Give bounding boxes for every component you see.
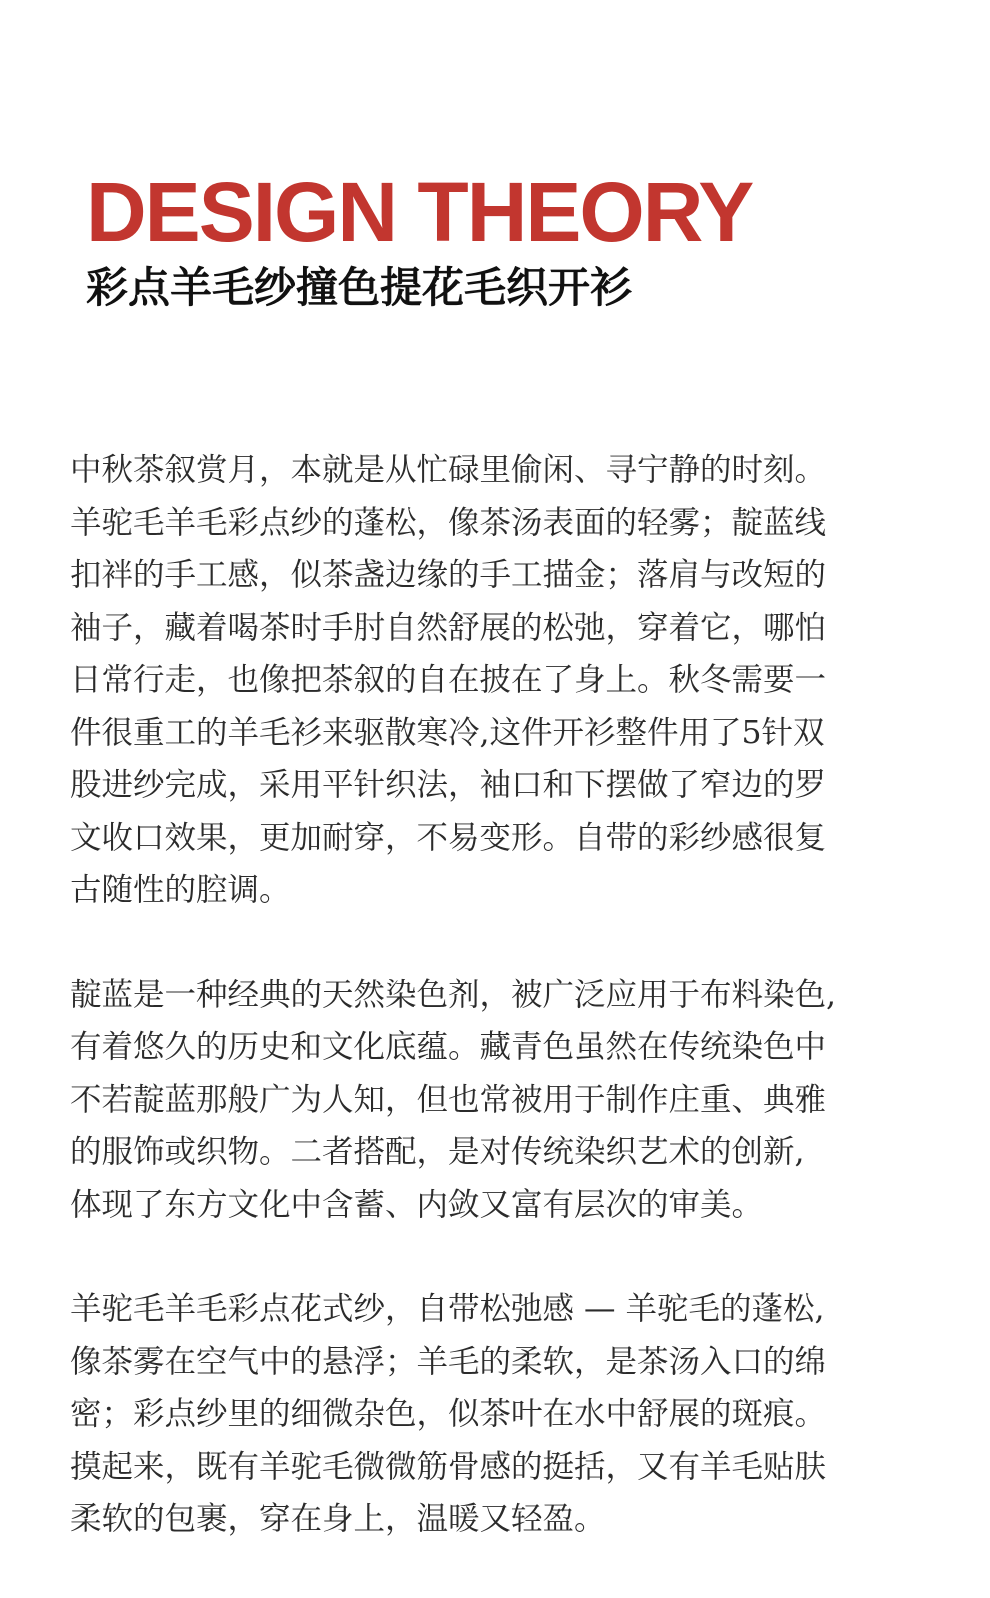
title-chinese: 彩点羊毛纱撞色提花毛织开衫: [86, 263, 633, 312]
text-line: 摸起来，既有羊驼毛微微筋骨感的挺括，又有羊毛贴肤: [70, 1448, 827, 1485]
text-line: 像茶雾在空气中的悬浮；羊毛的柔软，是茶汤入口的绵: [70, 1343, 827, 1380]
text-line: 羊驼毛羊毛彩点花式纱，自带松弛感 — 羊驼毛的蓬松,: [70, 1291, 825, 1327]
description-body: [70, 444, 910, 1598]
text-line: 柔软的包裹，穿在身上，温暖又轻盈。: [70, 1501, 606, 1537]
text-line: 袖子，藏着喝茶时手肘自然舒展的松弛，穿着它，哪怕: [70, 609, 827, 646]
text-line: 古随性的腔调。: [70, 872, 291, 908]
paragraph-1: [70, 444, 910, 917]
text-line: 体现了东方文化中含蓄、内敛又富有层次的审美。: [70, 1186, 764, 1223]
text-line: 股进纱完成，采用平针织法，袖口和下摆做了窄边的罗: [70, 767, 827, 803]
text-line: 不若靛蓝那般广为人知，但也常被用于制作庄重、典雅: [70, 1081, 827, 1118]
text-line: 扣袢的手工感，似茶盏边缘的手工描金；落肩与改短的: [70, 557, 827, 593]
paragraph-2: [70, 969, 910, 1232]
text-line: 的服饰或织物。二者搭配，是对传统染织艺术的创新,: [70, 1134, 805, 1170]
text-line: 件很重工的羊毛衫来驱散寒冷,这件开衫整件用了5针双: [70, 714, 825, 751]
text-line: 密；彩点纱里的细微杂色，似茶叶在水中舒展的斑痕。: [70, 1396, 827, 1432]
text-line: 靛蓝是一种经典的天然染色剂，被广泛应用于布料染色,: [70, 976, 837, 1013]
text-line: 日常行走，也像把茶叙的自在披在了身上。秋冬需要一: [70, 662, 827, 698]
title-english: DESIGN THEORY: [86, 165, 753, 259]
paragraph-3: [70, 1283, 910, 1546]
text-line: 文收口效果，更加耐穿，不易变形。自带的彩纱感很复: [70, 819, 827, 856]
text-line: 羊驼毛羊毛彩点纱的蓬松，像茶汤表面的轻雾；靛蓝线: [70, 504, 827, 541]
text-line: 有着悠久的历史和文化底蕴。藏青色虽然在传统染色中: [70, 1029, 827, 1065]
text-line: 中秋茶叙赏月，本就是从忙碌里偷闲、寻宁静的时刻。: [70, 452, 827, 488]
